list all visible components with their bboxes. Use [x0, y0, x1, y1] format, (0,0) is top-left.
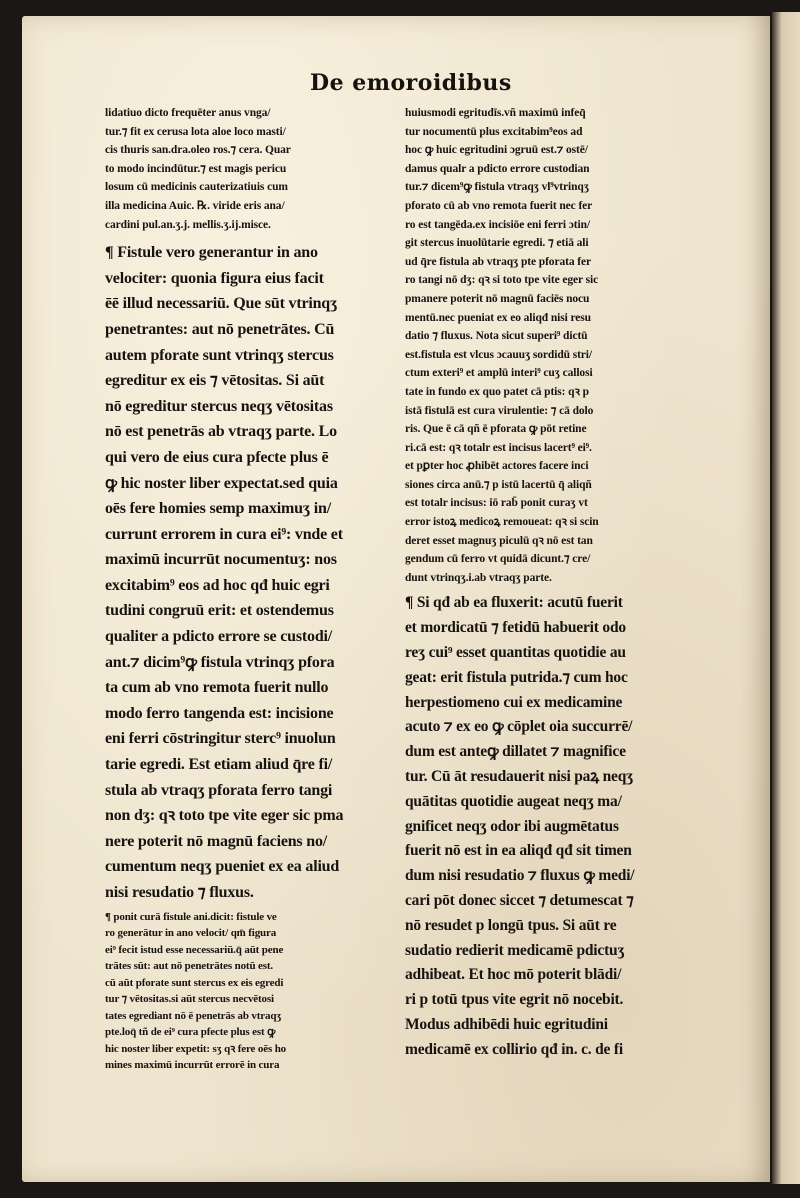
running-head: De emoroidibus: [310, 70, 512, 96]
left-column: [105, 104, 400, 1074]
text-line: ei⁹ fecit istud esse necessariū.q̄ aūt pene: [105, 943, 284, 956]
text-line: et pꝑter hoc ꝓhibēt actores facere inci: [405, 460, 589, 473]
text-line: cū aūt pforate sunt stercus ex eis egredi: [105, 976, 284, 989]
text-line: quātitas quotidie augeat neqʒ ma/: [405, 792, 622, 810]
text-line: tates egrediant nō ē penetrās ab vtraqʒ: [105, 1009, 282, 1022]
text-line: reʒ cui⁹ esset quantitas quotidie au: [405, 644, 626, 662]
text-line: tudini congruū erit: et ostendemus: [105, 602, 334, 620]
text-line: currunt errorem in cura ei⁹: vnde et: [105, 525, 343, 543]
text-line: ri.cā est: qꝛ totalr est incisus lacert⁹ ei⁹.: [405, 441, 592, 454]
text-line: to modo incindūtur.⁊ est magis pericu: [105, 162, 287, 175]
text-line: est.fistula est vlcus ɔcauuʒ sordidū stri/: [405, 348, 592, 361]
text-line: ro generātur in ano velocit/ qm̄ figura: [105, 927, 277, 940]
text-line: hoc ꝙ huic egritudini ɔgruū est.⁊ ostē/: [405, 144, 588, 157]
left-para-3-commentary: [105, 909, 400, 1074]
text-line: pmanere poterit nō magnū faciēs nocu: [405, 292, 590, 305]
text-line: modo ferro tangenda est: incisione: [105, 704, 334, 722]
text-line: cis thuris san.dra.oleo ros.⁊ cera. Quar: [105, 144, 291, 157]
text-line: oēs fere homies semp maximuʒ in/: [105, 500, 331, 518]
text-line: losum cū medicinis cauterizatiuis cum: [105, 181, 288, 194]
text-line: penetrantes: aut nō penetrātes. Cū: [105, 320, 335, 338]
text-line: ctum exteri⁹ et amplū interi⁹ cuʒ callosi: [405, 367, 593, 380]
text-line: ¶ Si qđ ab ea fluxerit: acutū fuerit: [405, 594, 623, 612]
text-line: ¶ ponit curā fistule ani.dicit: fistule ve: [105, 910, 277, 923]
text-line: siones circa anū.⁊ p istū lacertū q̄ aliqñ: [405, 478, 592, 491]
text-line: nere poterit nō magnū faciens no/: [105, 832, 327, 850]
text-line: tur nocumentū plus excitabim⁹eos ad: [405, 125, 583, 138]
text-line: et mordicatū ⁊ fetidū habuerit odo: [405, 619, 626, 637]
text-line: herpestiomeno cui ex medicamine: [405, 693, 623, 711]
text-line: ro tangi nō dʒ: qꝛ si toto tpe vite eger sic: [405, 274, 599, 287]
text-line: datio ⁊ fluxus. Nota sicut superi⁹ dictū: [405, 330, 588, 343]
right-para-2: [405, 591, 695, 1062]
text-line: tur.⁊ dicem⁹ꝙ fistula vtraqʒ vl⁹vtrinqʒ: [405, 181, 589, 194]
text-line: ta cum ab vno remota fuerit nullo: [105, 679, 329, 697]
text-line: pte.loq̄ tñ de ei⁹ cura pfecte plus est ꝙ: [105, 1026, 276, 1039]
text-line: nisi resudatio ⁊ fluxus.: [105, 884, 254, 901]
text-line: autem pforate sunt vtrinqʒ stercus: [105, 346, 334, 364]
text-line: ¶ Fistule vero generantur in ano: [105, 244, 318, 262]
text-line: adhibeat. Et hoc mō poterit blādi/: [405, 966, 622, 984]
text-line: ris. Que ē cā qñ ē pforata ꝙ pōt retine: [405, 423, 587, 436]
text-line: error istoꝝ medicoꝝ remoueat: qꝛ si scin: [405, 516, 599, 529]
text-line: sudatio redierit medicamē pdictuʒ: [405, 941, 625, 959]
text-line: cardini pul.an.ʒ.j. mellis.ʒ.ij.misce.: [105, 218, 271, 231]
text-line: tarie egredi. Est etiam aliud q̄re fi/: [105, 756, 333, 774]
text-line: dum est anteꝙ dillatet ⁊ magnifice: [405, 743, 626, 761]
text-line: cari pōt donec siccet ⁊ detumescat ⁊: [405, 892, 634, 909]
text-line: dum nisi resudatio ⁊ fluxus ꝙ medi/: [405, 867, 635, 885]
right-para-1-commentary: [405, 104, 695, 587]
text-line: est totalr incisus: iō rab̄ ponit curaʒ vt: [405, 497, 588, 510]
text-line: geat: erit fistula putrida.⁊ cum hoc: [405, 668, 628, 686]
facing-page-edge: [772, 12, 800, 1184]
text-line: trātes sūt: aut nō penetrātes notū est.: [105, 960, 273, 973]
text-line: ēē illud necessariū. Que sūt vtrinqʒ: [105, 295, 338, 313]
text-line: tur. Cū āt resudauerit nisi paꝝ neqʒ: [405, 768, 634, 786]
text-line: mines maximū incurrūt errorē in cura: [105, 1059, 280, 1072]
text-line: gnificet neqʒ odor ibi augmētatus: [405, 817, 619, 835]
text-line: hic noster liber expetit: sʒ qꝛ fere oēs ho: [105, 1042, 287, 1055]
text-line: maximū incurrūt nocumentuʒ: nos: [105, 551, 337, 569]
text-line: illa medicina Auic. ℞. viride eris ana/: [105, 199, 285, 212]
text-line: fuerit nō est in ea aliqđ qđ sit timen: [405, 842, 632, 860]
text-line: qui vero de eius cura pfecte plus ē: [105, 448, 329, 466]
text-line: git stercus inuolūtarie egredi. ⁊ etiā ali: [405, 237, 589, 250]
left-para-1: [105, 104, 400, 234]
text-line: acuto ⁊ ex eo ꝙ cōplet oia succurrē/: [405, 718, 633, 736]
text-line: medicamē ex collirio qđ in. c. de fi: [405, 1040, 623, 1058]
text-line: ri p totū tpus vite egrit nō nocebit.: [405, 991, 624, 1009]
text-line: istā fistulā est cura virulentie: ⁊ cā dolo: [405, 404, 594, 417]
right-column: [405, 104, 695, 1063]
text-line: damus qualr a pdicto errore custodian: [405, 162, 590, 175]
text-line: excitabim⁹ eos ad hoc qđ huic egri: [105, 576, 330, 594]
text-line: deret esset magnuʒ piculū qꝛ nō est tan: [405, 534, 593, 547]
text-line: nō resudet p longū tpus. Si aūt re: [405, 916, 617, 934]
text-line: tur ⁊ vētositas.si aūt stercus necvētosi: [105, 993, 274, 1006]
left-para-2: [105, 240, 400, 905]
text-line: lidatiuo dicto frequēter anus vnga/: [105, 107, 271, 119]
text-line: mentū.nec pueniat ex eo aliqđ nisi resu: [405, 311, 591, 324]
text-line: tate in fundo ex quo patet cā ptis: qꝛ p: [405, 385, 589, 398]
text-line: qualiter a pdicto errore se custodi/: [105, 628, 333, 646]
text-line: ant.⁊ dicim⁹ꝙ fistula vtrinqʒ pfora: [105, 653, 335, 671]
text-line: tur.⁊ fit ex cerusa lota aloe loco masti/: [105, 125, 286, 138]
text-line: gendum cū ferro vt quidā dicunt.⁊ cre/: [405, 553, 591, 566]
text-line: velociter: quonia figura eius facit: [105, 269, 324, 287]
text-line: eni ferri cōstringitur sterc⁹ inuolun: [105, 730, 336, 748]
text-line: egreditur ex eis ⁊ vētositas. Si aūt: [105, 372, 325, 390]
text-line: Modus adhibēdi huic egritudini: [405, 1015, 608, 1033]
text-line: nō est penetrās ab vtraqʒ parte. Lo: [105, 423, 337, 441]
text-line: ud q̄re fistula ab vtraqʒ pte pforata fer: [405, 255, 592, 268]
text-line: nō egreditur stercus neqʒ vētositas: [105, 397, 333, 415]
text-line: ꝙ hic noster liber expectat.sed quia: [105, 474, 338, 492]
text-line: ro est tangēda.ex incisiōe eni ferri ɔtin/: [405, 218, 590, 231]
text-line: stula ab vtraqʒ pforata ferro tangi: [105, 781, 333, 799]
text-line: cumentum neqʒ pueniet ex ea aliud: [105, 858, 340, 876]
text-line: huiusmodi egritudīs.vñ maximū infeq̄: [405, 107, 586, 119]
text-line: pforato cū ab vno remota fuerit nec fer: [405, 199, 593, 212]
text-line: non dʒ: qꝛ toto tpe vite eger sic pma: [105, 807, 344, 825]
text-line: dunt vtrinqʒ.i.ab vtraqʒ parte.: [405, 571, 552, 584]
